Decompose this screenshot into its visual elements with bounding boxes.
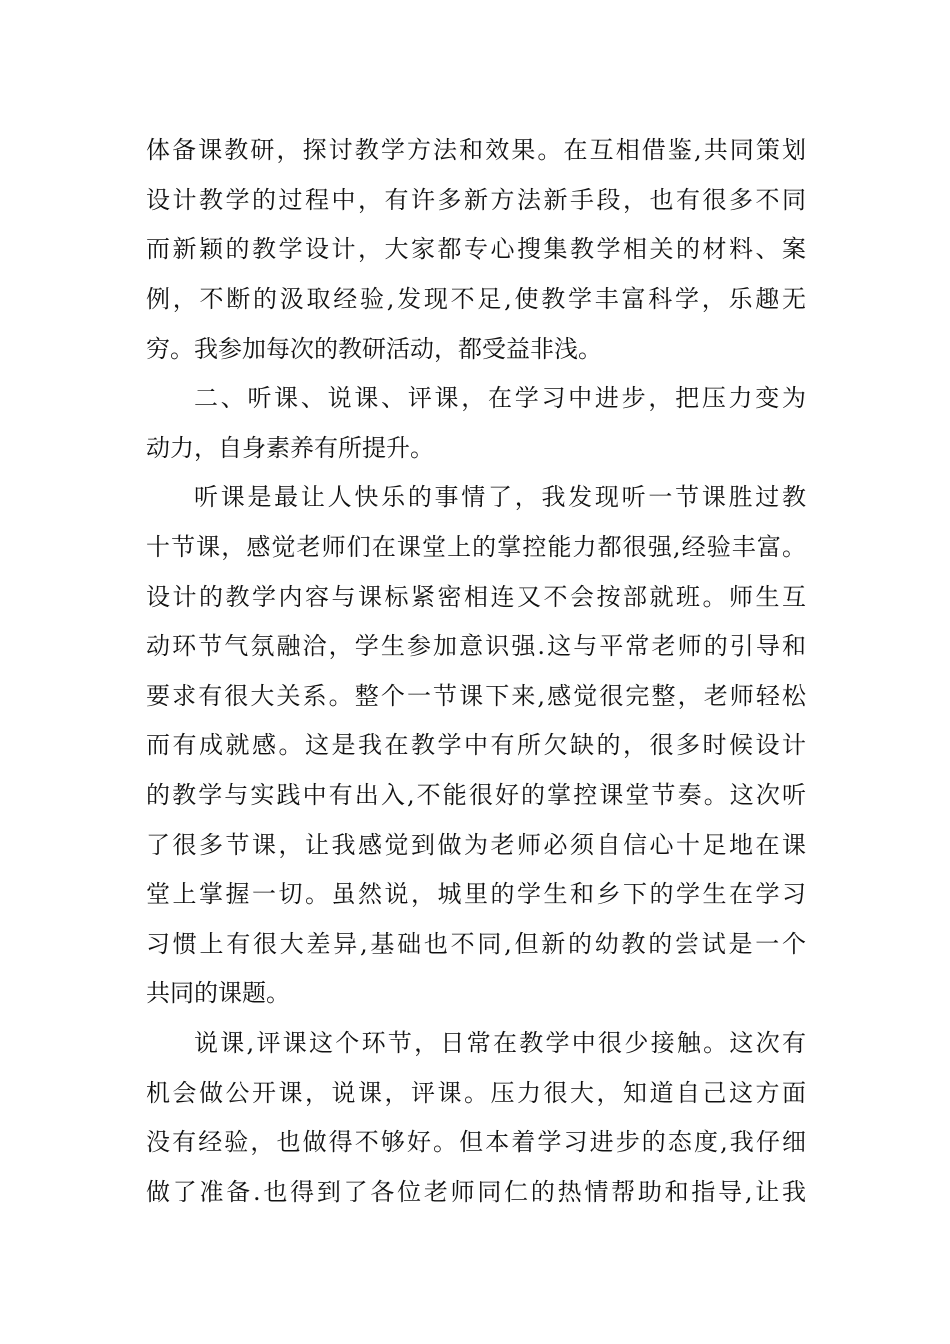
- body-text-line: 做了准备.也得到了各位老师同仁的热情帮助和指导,让我: [146, 1178, 806, 1206]
- body-text-line: 机会做公开课，说课，评课。压力很大，知道自己这方面: [146, 1079, 806, 1107]
- body-text-line: 穷。我参加每次的教研活动，都受益非浅。: [146, 335, 602, 363]
- body-text-line: 设计教学的过程中，有许多新方法新手段，也有很多不同: [146, 186, 806, 214]
- body-text-line: 动环节气氛融洽，学生参加意识强.这与平常老师的引导和: [146, 632, 806, 660]
- body-text-line: 体备课教研，探讨教学方法和效果。在互相借鉴,共同策划: [146, 136, 806, 164]
- body-text-line: 而有成就感。这是我在教学中有所欠缺的，很多时候设计: [146, 731, 806, 759]
- body-text-line: 要求有很大关系。整个一节课下来,感觉很完整，老师轻松: [146, 682, 806, 710]
- body-text-line: 而新颖的教学设计，大家都专心搜集教学相关的材料、案: [146, 235, 806, 263]
- body-text-line: 习惯上有很大差异,基础也不同,但新的幼教的尝试是一个: [146, 930, 806, 958]
- body-text-line: 共同的课题。: [146, 979, 290, 1007]
- body-text-line: 的教学与实践中有出入,不能很好的掌控课堂节奏。这次听: [146, 781, 806, 809]
- body-text-line: 没有经验，也做得不够好。但本着学习进步的态度,我仔细: [146, 1128, 806, 1156]
- body-text-line: 听课是最让人快乐的事情了，我发现听一节课胜过教: [194, 483, 806, 511]
- body-text-line: 设计的教学内容与课标紧密相连又不会按部就班。师生互: [146, 583, 806, 611]
- body-text-line: 堂上掌握一切。虽然说，城里的学生和乡下的学生在学习: [146, 880, 806, 908]
- section-heading-line: 二、听课、说课、评课，在学习中进步，把压力变为: [194, 384, 806, 412]
- body-text-line: 十节课，感觉老师们在课堂上的掌控能力都很强,经验丰富。: [146, 533, 806, 561]
- body-text-line: 例，不断的汲取经验,发现不足,使教学丰富科学，乐趣无: [146, 285, 806, 313]
- body-text-line: 了很多节课，让我感觉到做为老师必须自信心十足地在课: [146, 831, 806, 859]
- body-text-line: 说课,评课这个环节，日常在教学中很少接触。这次有: [194, 1029, 806, 1057]
- section-heading-line: 动力，自身素养有所提升。: [146, 434, 434, 462]
